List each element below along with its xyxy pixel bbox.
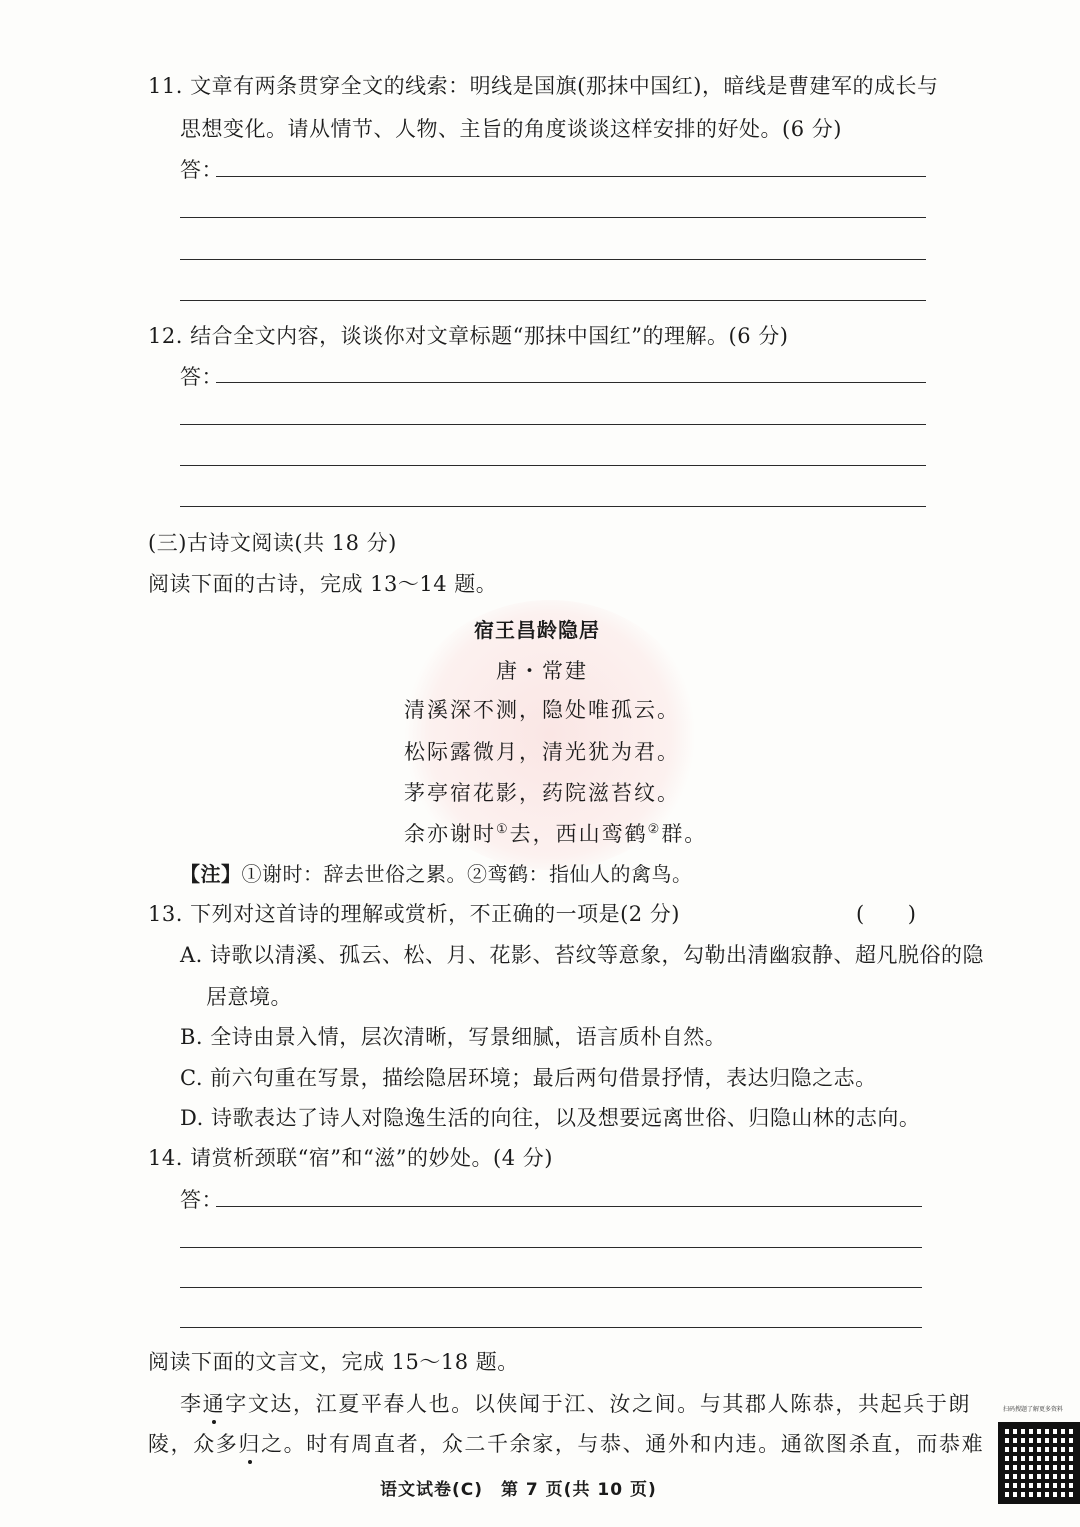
poem-note [180, 858, 693, 887]
q13-answer-bracket[interactable]: ( ) [856, 902, 917, 926]
q14-answer-line[interactable] [180, 1287, 922, 1288]
q14-answer-label: 答： [180, 1188, 223, 1212]
q13-option-b: B. 全诗由景入情，层次清晰，写景细腻，语言质朴自然。 [180, 1025, 727, 1049]
classical-text: 陵，众多 [148, 1432, 239, 1456]
q12-answer-label: 答： [180, 365, 223, 389]
q12-answer-line[interactable] [180, 424, 926, 425]
poem-author: 唐・常建 [496, 659, 588, 683]
section-instruction: 阅读下面的古诗，完成 13～14 题。 [148, 572, 498, 596]
emphasis-char: 通 [202, 1392, 226, 1416]
poem-line-4-part1: 余亦谢时 [404, 822, 496, 846]
poem-line-4-part2: 去，西山鸾鹤 [509, 822, 648, 846]
q12-answer-line[interactable] [180, 465, 926, 466]
q12-stem: 12. 结合全文内容，谈谈你对文章标题“那抹中国红”的理解。(6 分) [148, 324, 789, 348]
q14-answer-line[interactable] [180, 1327, 922, 1328]
q12-answer-line[interactable] [216, 382, 926, 383]
q11-answer-line[interactable] [180, 300, 926, 301]
q14-answer-line[interactable] [180, 1247, 922, 1248]
qr-label: 扫码搜题了解更多资料 [1003, 1406, 1064, 1413]
poem-line-3: 茅亭宿花影，药院滋苔纹。 [404, 781, 680, 805]
note-marker-2: ② [647, 822, 662, 837]
q13-stem: 13. 下列对这首诗的理解或赏析，不正确的一项是(2 分) [148, 902, 680, 926]
q13-option-a-line1: A. 诗歌以清溪、孤云、松、月、花影、苔纹等意象，勾勒出清幽寂静、超凡脱俗的隐 [180, 943, 985, 967]
page-footer: 语文试卷(C) 第 7 页(共 10 页) [380, 1480, 657, 1500]
classical-para-line2 [148, 1428, 984, 1458]
poem-line-4-part3: 群。 [661, 822, 708, 846]
q13-option-c: C. 前六句重在写景，描绘隐居环境；最后两句借景抒情，表达归隐之志。 [180, 1066, 877, 1090]
q13-option-a-line2: 居意境。 [206, 985, 292, 1009]
emphasis-char: 归 [238, 1432, 262, 1456]
q14-stem: 14. 请赏析颈联“宿”和“滋”的妙处。(4 分) [148, 1146, 553, 1170]
classical-text: 之。时有周直者，众二千余家，与恭、通外和内违。通欲图杀直，而恭难 [261, 1432, 985, 1456]
poem-line-4 [404, 818, 707, 848]
q11-stem-line1: 11. 文章有两条贯穿全文的线索：明线是国旗(那抹中国红)，暗线是曹建军的成长与 [148, 74, 939, 98]
q14-answer-line[interactable] [216, 1206, 922, 1207]
poem-line-2: 松际露微月，清光犹为君。 [404, 740, 680, 764]
classical-instruction: 阅读下面的文言文，完成 15～18 题。 [148, 1350, 519, 1374]
q11-answer-label: 答： [180, 158, 223, 182]
poem-line-1: 清溪深不测，隐处唯孤云。 [404, 698, 680, 722]
q11-answer-line[interactable] [180, 217, 926, 218]
note-label: 【注】 [180, 862, 242, 886]
qr-code-icon[interactable] [998, 1422, 1080, 1504]
classical-text: 李 [180, 1392, 203, 1416]
q13-option-d: D. 诗歌表达了诗人对隐逸生活的向往，以及想要远离世俗、归隐山林的志向。 [180, 1106, 921, 1130]
poem-title: 宿王昌龄隐居 [474, 618, 600, 642]
q11-answer-line[interactable] [180, 259, 926, 260]
q11-stem-line2: 思想变化。请从情节、人物、主旨的角度谈谈这样安排的好处。(6 分) [180, 117, 842, 141]
classical-text: 字文达，江夏平春人也。以侠闻于江、汝之间。与其郡人陈恭，共起兵于朗 [225, 1392, 972, 1416]
section-heading: (三)古诗文阅读(共 18 分) [148, 531, 397, 555]
q11-answer-line[interactable] [216, 176, 926, 177]
note-marker-1: ① [496, 822, 510, 837]
classical-para-line1 [180, 1388, 971, 1418]
note-text: ①谢时：辞去世俗之累。②鸾鹤：指仙人的禽鸟。 [241, 862, 693, 886]
q12-answer-line[interactable] [180, 506, 926, 507]
